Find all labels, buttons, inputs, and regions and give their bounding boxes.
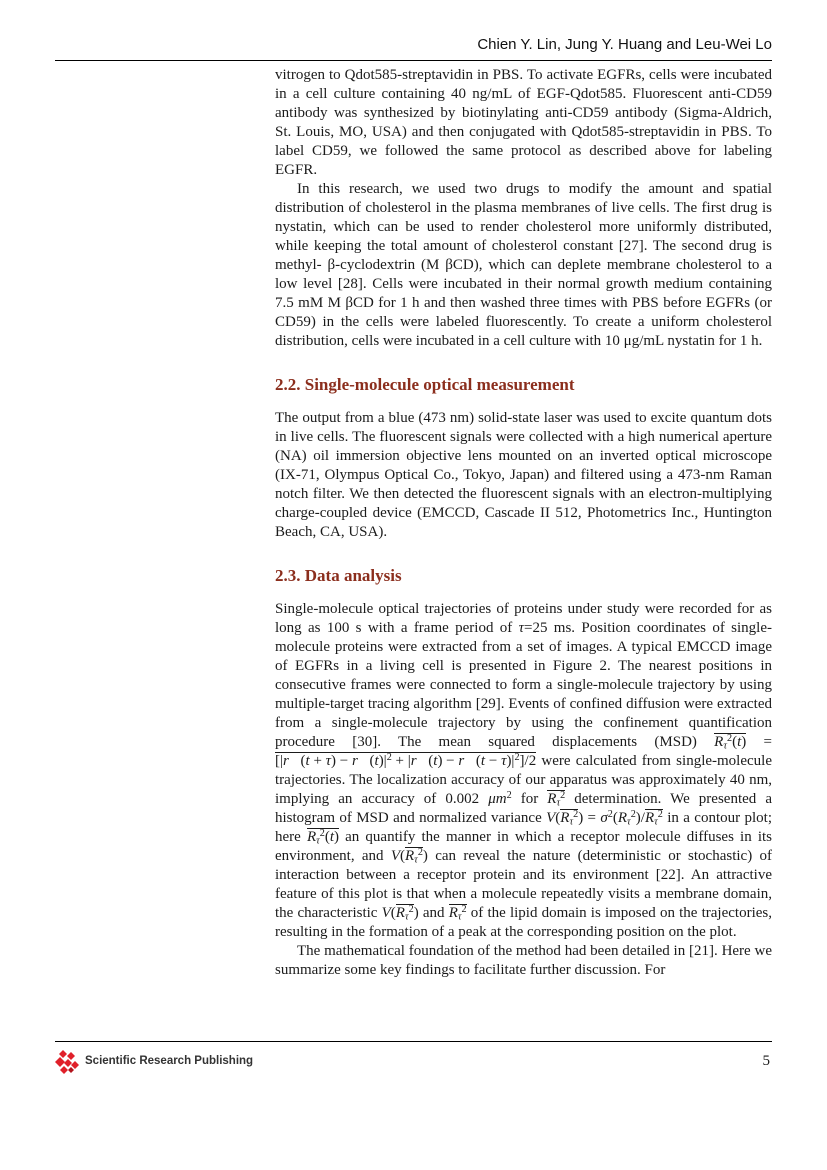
page-footer	[55, 1041, 772, 1074]
paragraph-math-foundation: The mathematical foundation of the method had been detailed in [21]. Here we summarize some key findings to facilitate further discussion. For	[275, 943, 772, 978]
paragraph-labeling-continuation: vitrogen to Qdot585-streptavidin in PBS. To activate EGFRs, cells were incubated in a cell culture containing 40 ng/mL of EGF-Qdot585. Fluorescent anti-CD59 antibody was synthesized by biotinylating anti-CD59 antibody (Sigma-Aldrich, St. Louis, MO, USA) and then conjugated with Qdot585-streptavidin in PBS. To label CD59, we followed the same protocol as described above for labeling EGFR.	[275, 67, 772, 178]
header-rule	[55, 60, 772, 61]
scirp-diamonds-logo-icon	[55, 1048, 79, 1074]
section-heading-2-2: 2.2. Single-molecule optical measurement	[275, 375, 575, 394]
footer-rule	[55, 1041, 772, 1042]
running-head-authors: Chien Y. Lin, Jung Y. Huang and Leu-Wei Lo	[477, 36, 772, 53]
footer-row	[55, 1048, 772, 1074]
publisher-brand	[55, 1048, 253, 1074]
publisher-name: Scientific Research Publishing	[85, 1055, 254, 1067]
page-body	[275, 66, 772, 980]
paragraph-optical-measurement: The output from a blue (473 nm) solid-state laser was used to excite quantum dots in live cells. The fluorescent signals were collected with a high numerical aperture (NA) oil immersion objective lens mounted on an inverted optical microscope (IX-71, Olympus Optical Co., Tokyo, Japan) and filtered using a 473-nm Raman notch filter. We then detected the fluorescent signals with an electron-multiplying charge-coupled device (EMCCD, Cascade II 512, Photometrics Inc., Huntington Beach, CA, USA).	[275, 410, 772, 540]
section-heading-2-3: 2.3. Data analysis	[275, 566, 402, 585]
paragraph-drugs: In this research, we used two drugs to modify the amount and spatial distribution of cholesterol in the plasma membranes of live cells. The first drug is nystatin, which can be used to render cholesterol more uniformly distributed, while keeping the total amount of cholesterol constant [27]. The second drug is methyl- β-cyclodextrin (M βCD), which can deplete membrane cholesterol to a low level [28]. Cells were incubated in their normal growth medium containing 7.5 mM M βCD for 1 h and then washed three times with PBS before EGFRs (or CD59) in the cells were labeled fluorescently. To create a uniform cholesterol distribution, cells were incubated in a cell culture with 10 μg/mL nystatin for 1 h.	[275, 181, 772, 349]
page-header	[55, 36, 772, 61]
paragraph-data-analysis: Single-molecule optical trajectories of proteins under study were recorded for as long as 100 s with a frame period of τ=25 ms. Position coordinates of single-molecule proteins were extracted from a set of images. A typical EMCCD image of EGFRs in a living cell is presented in Figure 2. The nearest positions in consecutive frames were connected to form a single-molecule trajectory by using multiple-target tracing algorithm [29]. Events of confined diffusion were extracted from a single-molecule trajectory by using the confinement quantification procedure [30]. The mean squared displacements (MSD) $R_\tau^2(t)$ = [|r⃗(t + $\tau) - r⃗(t)|^2$ + |r⃗(t) − r⃗(t − $\tau)|^2]/2$ were calculated from single-molecule trajectories. The localization accuracy of our apparatus was approximately 40 nm, implying an accuracy of 0.002 $\mu m^2$ for $R_\tau^2$ determination. We presented a histogram of MSD and normalized variance $V(R_\tau^2) = \sigma^2(R_\tau^2)/R_\tau^2$ in a contour plot; here $R_\tau^2(t)$ an quantify the manner in which a receptor molecule diffuses in its environment, and $V(R_\tau^2)$ can reveal the nature (deterministic or stochastic) of interaction between a receptor protein and its environment [22]. An attractive feature of this plot is that when a molecule repeatedly visits a membrane domain, the characteristic $V(R_\tau^2)$ and $R_\tau^2$ of the lipid domain is imposed on the trajectories, resulting in the formation of a peak at the corresponding position on the plot.	[275, 601, 772, 940]
page-number: 5	[762, 1052, 770, 1069]
